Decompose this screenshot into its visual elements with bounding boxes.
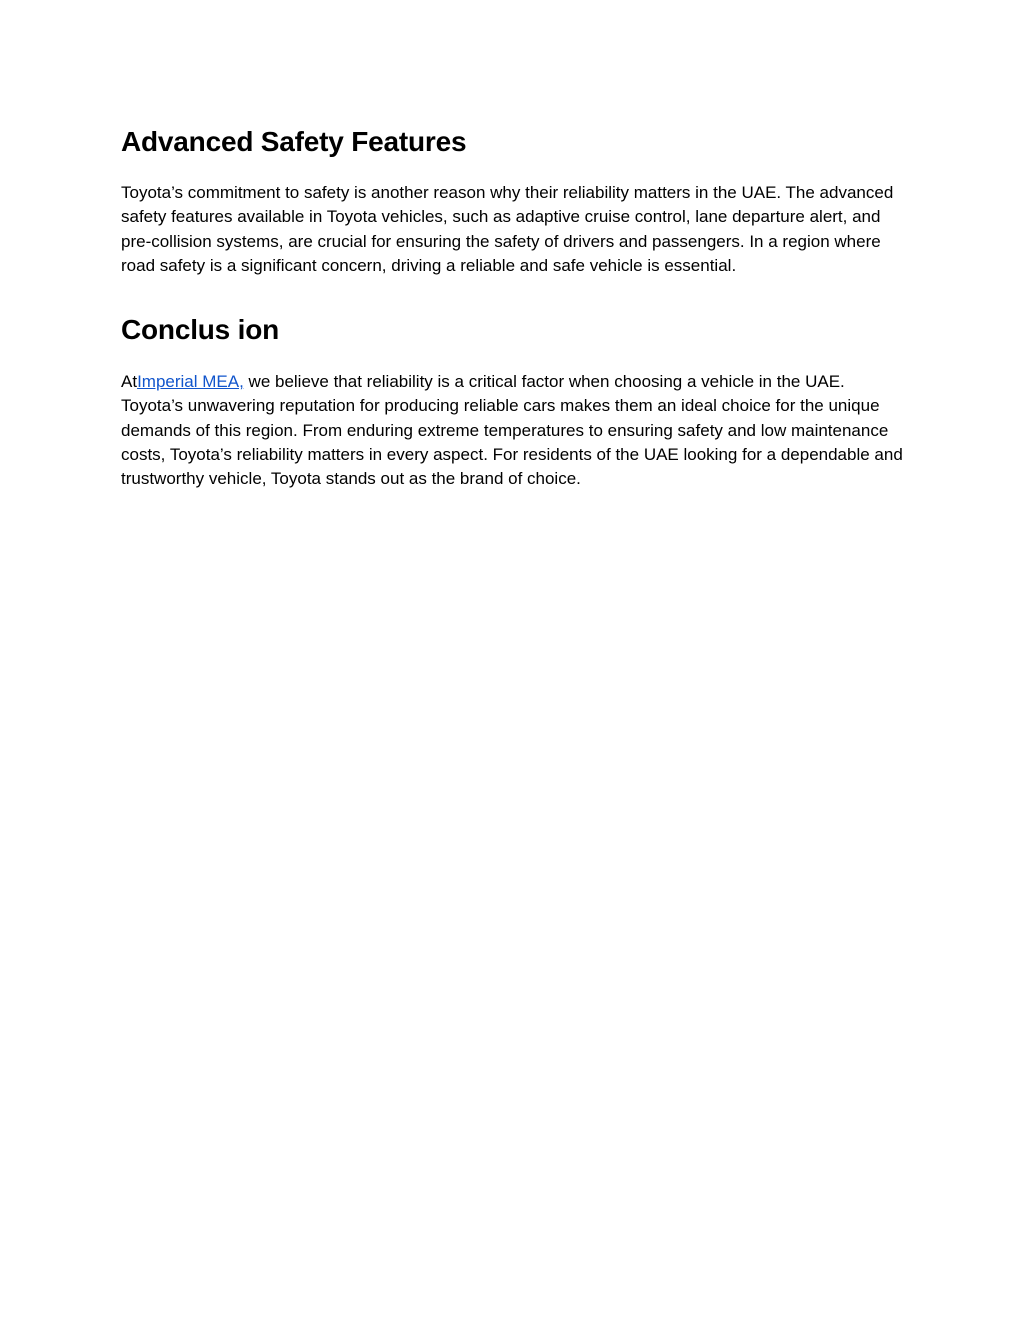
paragraph-prefix: At	[121, 372, 138, 392]
section-paragraph-safety: Toyota’s commitment to safety is another reason why their reliability matters in the UAE. The advanced safety features available in Toyota vehicles, such as adaptive cruise control, lane departure alert, and pre-collision systems, are crucial for ensuring the safety of drivers and passengers. In a region where road safety is a significant concern, driving a reliable and safe vehicle is essential.	[121, 183, 894, 275]
document-page	[121, 118, 911, 492]
paragraph-rest: we believe that reliability is a critical factor when choosing a vehicle in the UAE. Toyota’s unwavering reputation for producing reliable cars makes them an ideal choice for the unique demands of this region. From enduring extreme temperatures to ensuring safety and low maintenance costs, Toyota’s reliability matters in every aspect. For residents of the UAE looking for a dependable and trustworthy vehicle, Toyota stands out as the brand of choice.	[121, 372, 903, 489]
section-heading-conclusion: Conclus ion	[121, 314, 280, 346]
section-heading-safety: Advanced Safety Features	[121, 126, 467, 157]
section-paragraph-conclusion	[121, 370, 911, 491]
imperial-mea-link[interactable]: Imperial MEA,	[137, 372, 244, 392]
